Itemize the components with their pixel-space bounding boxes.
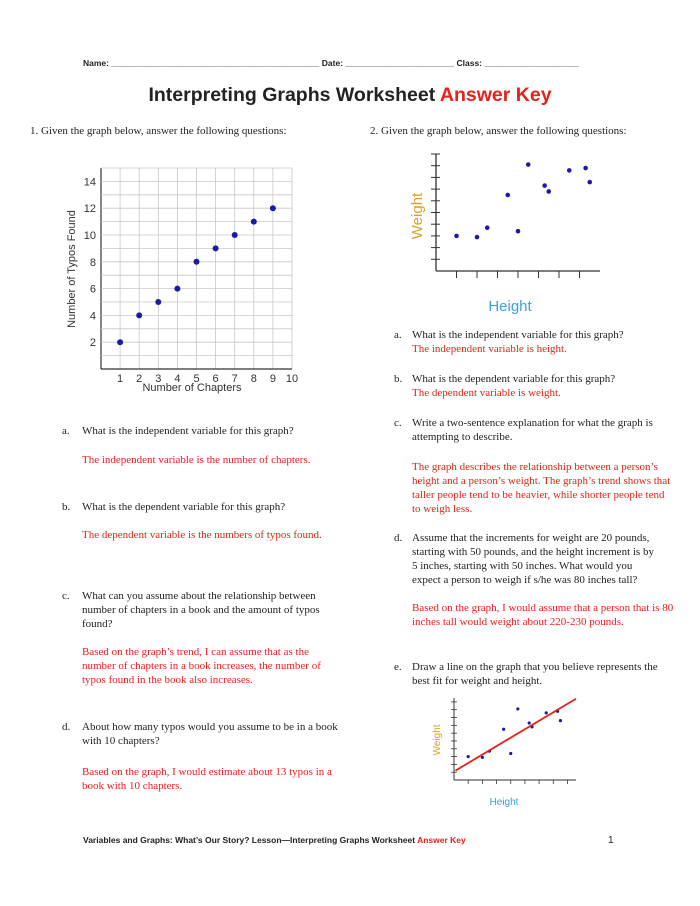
title-highlight: Answer Key [439, 84, 552, 106]
data-point [155, 299, 161, 305]
date-label: Date: [321, 58, 344, 68]
y-tick-label: 4 [89, 310, 96, 323]
best-fit-line [455, 699, 576, 771]
class-label: Class: [456, 58, 483, 68]
q1a-question: What is the independent variable for this graph? [82, 425, 294, 437]
name-blank[interactable]: ____________________________________________ [111, 58, 320, 68]
data-point [194, 259, 200, 265]
data-point [270, 205, 276, 211]
chapters-chart-ticks [84, 176, 298, 385]
best-fit-chart-ylabel: Weight [432, 724, 443, 756]
height-weight-chart-xlabel: Height [488, 298, 532, 315]
q2a-answer: The independent variable is height. [412, 343, 567, 355]
data-point [502, 728, 505, 731]
q1c-answer: Based on the graph’s trend, I can assume that as the number of chapters in a book increases, the number of typos found in the book also increases. [82, 646, 321, 686]
q2a-label: a. [394, 329, 402, 341]
data-point [485, 225, 490, 230]
x-tick-label: 4 [174, 373, 181, 385]
best-fit-line-group [455, 699, 576, 771]
footer-text: Variables and Graphs: What’s Our Story? Lesson—Interpreting Graphs Worksheet [83, 835, 416, 845]
x-tick-label: 7 [231, 373, 238, 385]
q2a-question: What is the independent variable for this graph? [412, 329, 624, 341]
name-label: Name: [83, 58, 109, 68]
footer [83, 835, 466, 845]
data-point [475, 235, 480, 240]
data-point [516, 229, 521, 234]
data-point [526, 162, 531, 167]
y-tick-label: 2 [89, 337, 96, 350]
chapters-chart-grid [101, 168, 292, 369]
chapters-chart-xlabel: Number of Chapters [142, 382, 242, 394]
q1-prompt: 1. Given the graph below, answer the following questions: [30, 125, 287, 137]
data-point [213, 245, 219, 251]
x-tick-label: 3 [155, 373, 162, 385]
q1d-question: About how many typos would you assume to be in a book with 10 chapters? [82, 721, 338, 747]
data-point [251, 219, 257, 225]
q1a-label: a. [62, 425, 70, 437]
q1d-answer: Based on the graph, I would estimate about 13 typos in a book with 10 chapters. [82, 766, 332, 792]
best-fit-chart [428, 692, 584, 810]
q1a-answer: The independent variable is the number of chapters. [82, 454, 311, 466]
header-line [83, 58, 579, 68]
footer-highlight: Answer Key [417, 835, 466, 845]
data-point [583, 166, 588, 171]
q2b-answer: The dependent variable is weight. [412, 387, 561, 399]
height-weight-chart [400, 148, 610, 320]
x-tick-label: 8 [250, 373, 257, 385]
data-point [546, 189, 551, 194]
data-point [587, 180, 592, 185]
data-point [174, 286, 180, 292]
data-point [545, 711, 548, 714]
q2b-question: What is the dependent variable for this graph? [412, 373, 616, 385]
x-tick-label: 10 [285, 373, 299, 385]
data-point [542, 183, 547, 188]
q1d-label: d. [62, 721, 71, 733]
page-number: 1 [608, 835, 614, 846]
q2c-question: Write a two-sentence explanation for what the graph is attempting to describe. [412, 417, 653, 443]
q2e-question: Draw a line on the graph that you believe represents the best fit for weight and height. [412, 661, 658, 687]
x-tick-label: 2 [136, 373, 143, 385]
q2d-question: Assume that the increments for weight are 20 pounds, starting with 50 pounds, and the height increment is by 5 inches, starting with 50 inches. What would you expect a person to weigh if s/he was 80 inches tall? [412, 532, 654, 586]
y-tick-label: 12 [83, 203, 96, 216]
data-point [509, 752, 512, 755]
data-point [454, 234, 459, 239]
height-weight-chart-points [454, 162, 592, 239]
q1b-label: b. [62, 501, 71, 513]
q1c-label: c. [62, 590, 70, 602]
x-tick-label: 6 [212, 373, 219, 385]
data-point [567, 168, 572, 173]
data-point [232, 232, 238, 238]
height-weight-chart-ylabel: Weight [409, 192, 426, 240]
data-point [136, 312, 142, 318]
best-fit-chart-xlabel: Height [489, 797, 519, 808]
y-tick-label: 8 [89, 256, 96, 269]
x-tick-label: 5 [193, 373, 200, 385]
q2e-label: e. [394, 661, 402, 673]
chapters-chart [60, 165, 305, 397]
data-point [516, 707, 519, 710]
title-main: Interpreting Graphs Worksheet [148, 84, 436, 106]
class-blank[interactable]: ____________________ [484, 58, 579, 68]
q2c-answer: The graph describes the relationship between a person’s height and a person’s weight. The graph’s trend shows that taller people tend to be heavier, while shorter people tend to weigh less. [412, 461, 671, 515]
q1b-question: What is the dependent variable for this graph? [82, 501, 286, 513]
q2c-label: c. [394, 417, 402, 429]
data-point [528, 721, 531, 724]
data-point [117, 339, 123, 345]
date-blank[interactable]: _______________________ [345, 58, 455, 68]
data-point [505, 193, 510, 198]
q2-prompt: 2. Given the graph below, answer the following questions: [370, 125, 627, 137]
page-title [0, 84, 700, 107]
q2b-label: b. [394, 373, 403, 385]
x-tick-label: 9 [269, 373, 276, 385]
height-weight-chart-axes [431, 154, 600, 278]
y-tick-label: 6 [89, 283, 96, 296]
q2d-answer: Based on the graph, I would assume that a person that is 80 inches tall would weight about 220-230 pounds. [412, 602, 674, 628]
data-point [559, 719, 562, 722]
y-tick-label: 10 [83, 230, 96, 242]
chapters-chart-ylabel: Number of Typos Found [66, 210, 78, 328]
q2d-label: d. [394, 532, 403, 544]
data-point [467, 755, 470, 758]
q1c-question: What can you assume about the relationship between number of chapters in a book and the amount of typos found? [82, 590, 320, 630]
q1b-answer: The dependent variable is the numbers of typos found. [82, 529, 322, 541]
x-tick-label: 1 [117, 373, 124, 385]
y-tick-label: 14 [83, 176, 96, 189]
